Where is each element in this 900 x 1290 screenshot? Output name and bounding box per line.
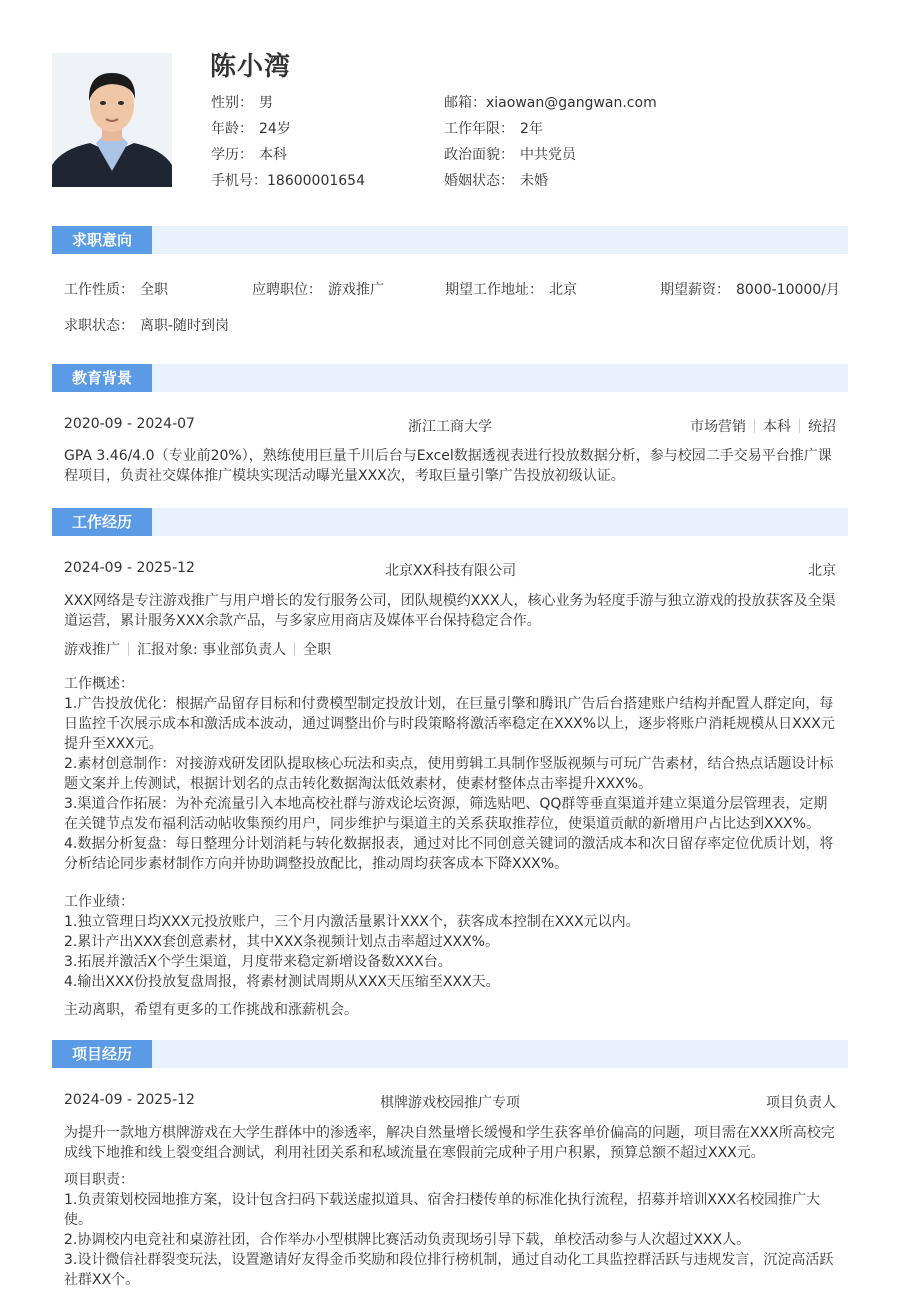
- work-tags: [64, 639, 331, 659]
- work-company: 北京XX科技有限公司: [385, 563, 517, 579]
- work-overview: [64, 674, 840, 874]
- education-school: 浙江工商大学: [408, 419, 492, 435]
- gender-label: 性别：: [211, 95, 253, 111]
- political-value: 中共党员: [520, 147, 576, 163]
- email-row: [444, 90, 657, 116]
- overview-item: 4.数据分析复盘：每日整理分计划消耗与转化数据报表，通过对比不同创意关键词的激活成本和次日留存率定位优质计划，将分析结论同步素材制作方向并协助调整投放配比，推动周均获客成本下降XXX%。: [64, 836, 834, 872]
- section-project: [52, 1040, 848, 1068]
- duties-title: 项目职责：: [64, 1172, 134, 1188]
- overview-item: 2.素材创意制作：对接游戏研发团队提取核心玩法和卖点，使用剪辑工具制作竖版视频与可玩广告素材，结合热点话题设计标题文案并上传测试，根据计划名的点击转化数据淘汰低效素材，使素材整体点击率提升XXX%。: [64, 756, 834, 792]
- education-description: GPA 3.46/4.0（专业前20%），熟练使用巨量千川后台与Excel数据透视表进行投放数据分析，参与校园二手交易平台推广课程项目，负责社交媒体推广模块实现活动曝光量XXX次，考取巨量引擎广告投放初级认证。: [64, 448, 832, 484]
- nature-label: 工作性质：: [64, 282, 134, 298]
- work-employment-type: 全职: [303, 642, 332, 658]
- age-value: 24岁: [259, 121, 291, 137]
- project-description: 为提升一款地方棋牌游戏在大学生群体中的渗透率，解决自然量增长缓慢和学生获客单价偏高的问题，项目需在XXX所高校完成线下地推和线上裂变组合测试，利用社团关系和私域流量在寒假前完成种子用户积累，预算总额不超过XXX元。: [64, 1125, 835, 1161]
- section-education: [52, 364, 848, 392]
- email-label: 邮箱：: [444, 95, 486, 111]
- intent-nature: [64, 279, 168, 299]
- overview-item: 3.渠道合作拓展：为补充流量引入本地高校社群与游戏论坛资源，筛选贴吧、QQ群等垂直渠道并建立渠道分层管理表，定期在关键节点发布福利活动帖收集预约用户，同步维护与渠道主的关系获取推荐位，使渠道贡献的新增用户占比达到XXX%。: [64, 796, 828, 832]
- project-name: 棋牌游戏校园推广专项: [380, 1095, 520, 1111]
- age-row: [211, 116, 365, 142]
- education-degree: 本科: [763, 419, 791, 435]
- duty-item: 1.负责策划校园地推方案，设计包含扫码下载送虚拟道具、宿舍扫楼传单的标准化执行流程，招募并培训XXX名校园推广大使。: [64, 1192, 821, 1228]
- marital-label: 婚姻状态：: [444, 173, 514, 189]
- years-row: [444, 116, 657, 142]
- section-work: [52, 508, 848, 536]
- email-value: xiaowan@gangwan.com: [486, 95, 657, 111]
- education-label: 学历：: [211, 147, 253, 163]
- years-value: 2年: [520, 121, 543, 137]
- overview-item: 1.广告投放优化：根据产品留存目标和付费模型制定投放计划，在巨量引擎和腾讯广告后台搭建账户结构并配置人群定向，每日监控千次展示成本和激活成本波动，通过调整出价与时段策略将激活率稳定在XXX%以上，逐步将账户消耗规模从日XXX元提升至XXX元。: [64, 696, 835, 752]
- age-label: 年龄：: [211, 121, 253, 137]
- salary-label: 期望薪资：: [660, 282, 730, 298]
- intent-position: [252, 279, 384, 299]
- project-duties: [64, 1170, 840, 1290]
- status-value: 离职-随时到岗: [140, 318, 230, 334]
- years-label: 工作年限：: [444, 121, 514, 137]
- project-role: 项目负责人: [766, 1095, 836, 1111]
- section-title-education: 教育背景: [52, 364, 152, 392]
- results-item: 1.独立管理日均XXX元投放账户，三个月内激活量累计XXX个，获客成本控制在XXX元以内。: [64, 914, 640, 930]
- candidate-name: 陈小湾: [210, 52, 292, 82]
- overview-title: 工作概述：: [64, 676, 134, 692]
- intent-status: [64, 315, 229, 335]
- political-label: 政治面貌：: [444, 147, 514, 163]
- basic-info-left: [211, 90, 365, 194]
- position-value: 游戏推广: [328, 282, 384, 298]
- section-title-project: 项目经历: [52, 1040, 152, 1068]
- education-meta: [690, 416, 836, 436]
- gender-value: 男: [259, 95, 273, 111]
- phone-label: 手机号：: [211, 173, 267, 189]
- divider: [294, 642, 295, 656]
- profile-photo: [52, 53, 172, 187]
- marital-value: 未婚: [520, 173, 548, 189]
- results-item: 2.累计产出XXX套创意素材，其中XXX条视频计划点击率超过XXX%。: [64, 934, 499, 950]
- section-title-intent: 求职意向: [52, 226, 152, 254]
- gender-row: [211, 90, 365, 116]
- political-row: [444, 142, 657, 168]
- phone-row: [211, 168, 365, 194]
- leave-reason: 主动离职，希望有更多的工作挑战和涨薪机会。: [64, 1002, 358, 1018]
- basic-info-right: [444, 90, 657, 194]
- divider: [128, 642, 129, 656]
- nature-value: 全职: [140, 282, 168, 298]
- education-major: 市场营销: [690, 419, 746, 435]
- results-item: 4.输出XXX份投放复盘周报，将素材测试周期从XXX天压缩至XXX天。: [64, 974, 500, 990]
- education-type: 统招: [808, 419, 836, 435]
- company-description: XXX网络是专注游戏推广与用户增长的发行服务公司，团队规模约XXX人，核心业务为轻度手游与独立游戏的投放获客及全渠道运营，累计服务XXX余款产品，与多家应用商店及媒体平台保持稳定合作。: [64, 593, 836, 629]
- location-label: 期望工作地址：: [445, 282, 543, 298]
- work-period: 2024-09 - 2025-12: [64, 560, 195, 576]
- work-city: 北京: [808, 563, 836, 579]
- salary-value: 8000-10000/月: [736, 282, 840, 298]
- duty-item: 3.设计微信社群裂变玩法，设置邀请好友得金币奖励和段位排行榜机制，通过自动化工具监控群活跃与违规发言，沉淀高活跃社群XX个。: [64, 1252, 834, 1288]
- status-label: 求职状态：: [64, 318, 134, 334]
- divider: [799, 419, 800, 433]
- project-period: 2024-09 - 2025-12: [64, 1092, 195, 1108]
- section-intent: [52, 226, 848, 254]
- phone-value: 18600001654: [267, 173, 365, 189]
- section-title-work: 工作经历: [52, 508, 152, 536]
- education-value: 本科: [259, 147, 287, 163]
- work-results: [64, 892, 840, 992]
- results-item: 3.拓展并激活X个学生渠道，月度带来稳定新增设备数XXX台。: [64, 954, 452, 970]
- education-period: 2020-09 - 2024-07: [64, 416, 195, 432]
- results-title: 工作业绩：: [64, 894, 134, 910]
- intent-salary: [660, 279, 840, 299]
- intent-location: [445, 279, 577, 299]
- location-value: 北京: [549, 282, 577, 298]
- divider: [754, 419, 755, 433]
- work-report-to: 汇报对象: 事业部负责人: [137, 642, 287, 658]
- duty-item: 2.协调校内电竞社和桌游社团，合作举办小型棋牌比赛活动负责现场引导下载，单校活动参与人次超过XXX人。: [64, 1232, 751, 1248]
- education-row: [211, 142, 365, 168]
- avatar: [52, 53, 172, 187]
- work-role: 游戏推广: [64, 642, 120, 658]
- position-label: 应聘职位：: [252, 282, 322, 298]
- marital-row: [444, 168, 657, 194]
